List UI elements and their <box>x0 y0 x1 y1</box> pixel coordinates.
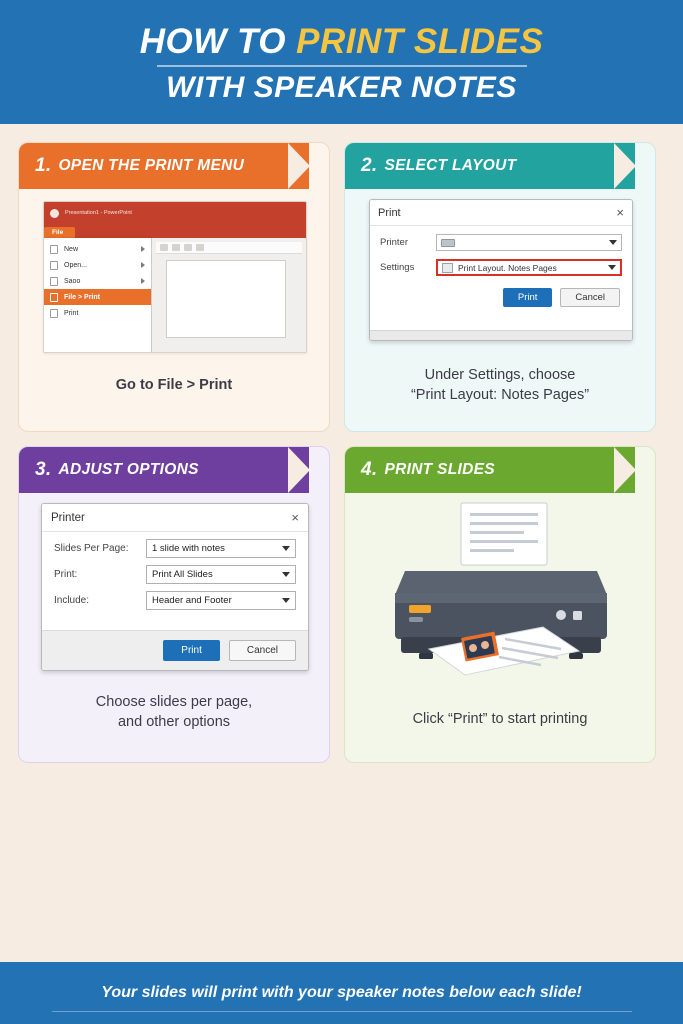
layout-icon <box>442 263 453 273</box>
step-3-title: ADJUST OPTIONS <box>58 461 199 478</box>
folder-icon <box>50 261 58 270</box>
dialog-title: Printer <box>51 511 85 524</box>
step-4-ribbon <box>345 447 635 493</box>
printer-illustration <box>365 499 637 689</box>
page-footer <box>0 962 683 1024</box>
menu-item-print[interactable] <box>44 305 151 321</box>
mock-ribbon-bar <box>44 224 306 238</box>
slides-per-page-label: Slides Per Page: <box>54 543 129 554</box>
slides-per-page-value: 1 slide with notes <box>152 543 225 554</box>
step-card-4 <box>344 446 656 763</box>
footer-divider <box>52 1011 632 1012</box>
step-1-ribbon <box>19 143 309 189</box>
step-2-caption-line-1: Under Settings, choose <box>424 367 576 383</box>
print-dialog-mock <box>369 199 633 341</box>
file-tab[interactable]: File <box>44 227 75 238</box>
menu-item-file-print[interactable] <box>44 289 151 305</box>
slide-canvas <box>166 260 286 338</box>
step-2-caption <box>345 365 655 406</box>
step-card-1 <box>18 142 330 432</box>
include-label: Include: <box>54 595 90 606</box>
title-prefix: HOW TO <box>139 22 297 62</box>
dialog-titlebar <box>42 504 308 532</box>
menu-item-new[interactable] <box>44 241 151 257</box>
step-3-caption-line-2: and other options <box>117 714 231 731</box>
dialog-statusbar <box>370 330 632 340</box>
mock-titlebar <box>44 202 306 224</box>
save-icon <box>50 277 58 286</box>
chevron-right-icon <box>141 246 145 252</box>
toolbar-icon <box>196 244 204 251</box>
step-1-number: 1. <box>35 155 52 176</box>
close-icon[interactable]: × <box>291 510 299 525</box>
title-accent: PRINT SLIDES <box>296 22 544 62</box>
include-row <box>42 584 308 610</box>
app-logo-icon <box>50 209 59 218</box>
step-card-2 <box>344 142 656 432</box>
menu-item-save[interactable] <box>44 273 151 289</box>
powerpoint-window-mock <box>43 201 307 353</box>
printer-options-dialog-mock <box>41 503 309 671</box>
print-layout-value: Print Layout. Notes Pages <box>458 262 557 273</box>
dialog-buttons <box>370 276 632 307</box>
chevron-right-icon <box>141 278 145 284</box>
printer-row <box>370 226 632 251</box>
toolbar-icon <box>184 244 192 251</box>
slides-per-page-select[interactable] <box>146 539 296 558</box>
chevron-down-icon <box>608 265 616 270</box>
mock-body <box>44 238 306 353</box>
step-1-title: OPEN THE PRINT MENU <box>58 157 245 174</box>
dialog-title: Print <box>378 206 401 219</box>
mock-workspace <box>152 238 306 353</box>
page-title-line-1 <box>140 24 544 61</box>
step-card-3 <box>18 446 330 763</box>
menu-item-label: Saoo <box>64 277 81 285</box>
chevron-right-icon <box>141 262 145 268</box>
settings-label: Settings <box>380 262 415 273</box>
step-4-caption: Click “Print” to start printing <box>412 711 588 727</box>
document-icon <box>50 245 58 254</box>
print-button[interactable]: Print <box>503 288 553 307</box>
step-2-caption-line-2: “Print Layout: Notes Pages” <box>410 387 590 404</box>
menu-item-open[interactable] <box>44 257 151 273</box>
menu-item-label: File > Print <box>64 293 100 301</box>
printer-select[interactable] <box>436 234 622 251</box>
file-menu <box>44 238 152 353</box>
header-divider <box>157 65 527 67</box>
footer-text: Your slides will print with your speaker notes below each slide! <box>101 984 582 1001</box>
printer-icon <box>50 309 58 318</box>
chevron-down-icon <box>282 546 290 551</box>
steps-grid <box>18 142 668 763</box>
mock-window-title: Presentation1 - PowerPoint <box>65 210 132 216</box>
settings-row <box>370 251 632 276</box>
print-range-value: Print All Slides <box>152 569 213 580</box>
cancel-button[interactable]: Cancel <box>229 640 296 661</box>
print-button[interactable]: Print <box>163 640 220 661</box>
printer-label: Printer <box>380 237 408 248</box>
step-2-ribbon <box>345 143 635 189</box>
print-range-select[interactable] <box>146 565 296 584</box>
page-title-line-2: WITH SPEAKER NOTES <box>166 71 517 105</box>
step-2-title: SELECT LAYOUT <box>384 157 517 174</box>
print-layout-select[interactable] <box>436 259 622 276</box>
step-1-caption: Go to File > Print <box>115 377 233 393</box>
step-3-ribbon <box>19 447 309 493</box>
menu-item-label: New <box>64 245 79 253</box>
print-range-row <box>42 558 308 584</box>
mock-toolbar <box>156 242 302 254</box>
toolbar-icon <box>160 244 168 251</box>
dialog-titlebar <box>370 200 632 226</box>
close-icon[interactable]: × <box>616 205 624 220</box>
step-3-caption <box>19 692 329 733</box>
printer-icon <box>441 239 455 247</box>
include-select[interactable] <box>146 591 296 610</box>
dialog-footer <box>42 630 308 670</box>
print-label: Print: <box>54 569 78 580</box>
step-3-number: 3. <box>35 459 52 480</box>
menu-item-label: Open... <box>64 261 87 269</box>
chevron-down-icon <box>282 598 290 603</box>
cancel-button[interactable]: Cancel <box>560 288 620 307</box>
step-2-number: 2. <box>361 155 378 176</box>
page-header <box>0 0 683 124</box>
menu-item-label: Print <box>64 309 79 317</box>
step-4-title: PRINT SLIDES <box>384 461 495 478</box>
toolbar-icon <box>172 244 180 251</box>
chevron-down-icon <box>282 572 290 577</box>
include-value: Header and Footer <box>152 595 232 606</box>
step-4-number: 4. <box>361 459 378 480</box>
printer-icon <box>50 293 58 302</box>
chevron-down-icon <box>609 240 617 245</box>
step-3-caption-line-1: Choose slides per page, <box>95 694 253 710</box>
slides-per-page-row <box>42 532 308 558</box>
